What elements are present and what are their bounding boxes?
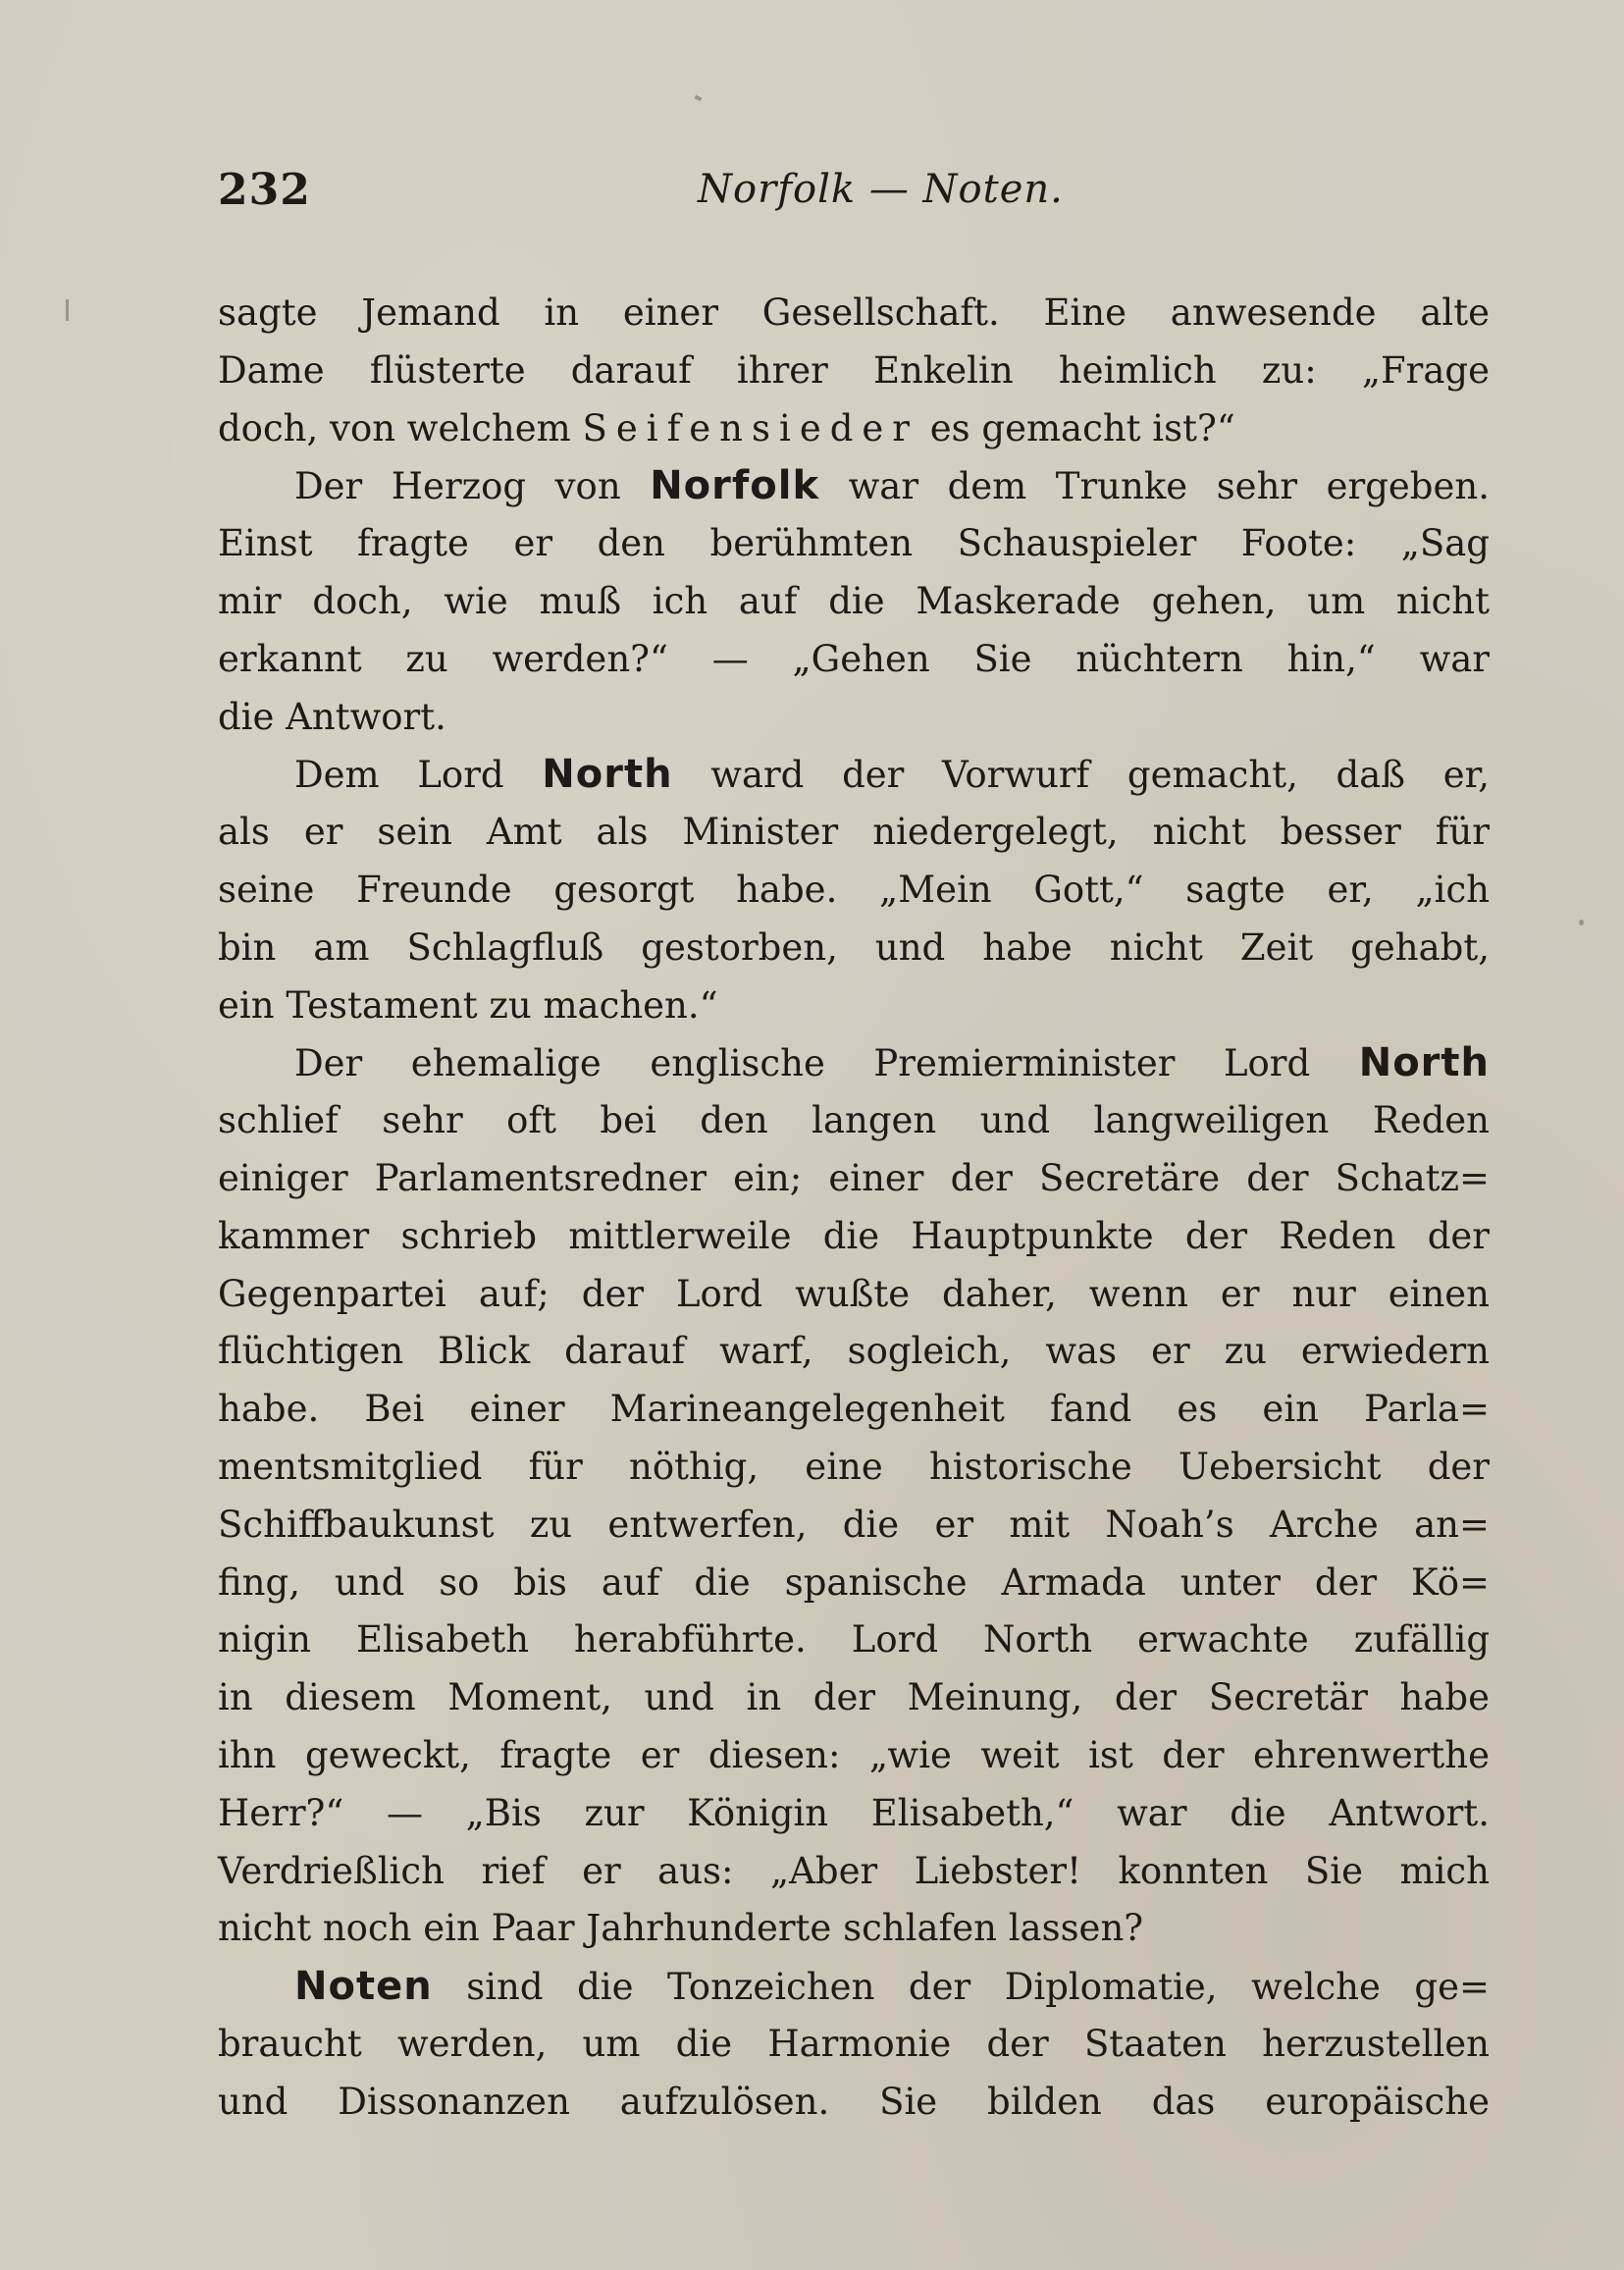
- text-line: [218, 573, 1490, 631]
- text-segment: ein Testament zu machen.“: [218, 983, 718, 1027]
- keyword: Norfolk: [650, 463, 820, 509]
- text-segment: fing, und so bis auf die spanische Armada unter der Kö=: [218, 1560, 1490, 1604]
- text-line: [218, 746, 1490, 804]
- text-segment: ward der Vorwurf gemacht, daß er,: [672, 754, 1490, 797]
- text-segment: seine Freunde gesorgt habe. „Mein Gott,“ sagte er, „ich: [218, 868, 1490, 911]
- text-line: [218, 1900, 1490, 1958]
- text-segment: Der Herzog von: [294, 465, 651, 508]
- text-line: [218, 1958, 1490, 2016]
- text-segment: schlief sehr oft bei den langen und langweiligen Reden: [218, 1099, 1490, 1142]
- text-segment: braucht werden, um die Harmonie der Staaten herzustellen: [218, 2022, 1490, 2065]
- text-segment: als er sein Amt als Minister niedergelegt, nicht besser für: [218, 811, 1490, 854]
- text-line: [218, 2074, 1490, 2132]
- text-segment: mentsmitglied für nöthig, eine historische Uebersicht der: [218, 1445, 1490, 1488]
- text-line: [218, 1208, 1490, 1266]
- text-line: [218, 862, 1490, 920]
- text-line: [218, 457, 1490, 515]
- text-line: [218, 920, 1490, 977]
- text-line: [218, 804, 1490, 862]
- text-line: [218, 1150, 1490, 1208]
- text-segment: es gemacht ist?“: [917, 406, 1235, 449]
- page-header: [218, 165, 1493, 224]
- text-line: [218, 1669, 1490, 1727]
- text-segment: und Dissonanzen aufzulösen. Sie bilden das europäische: [218, 2080, 1490, 2123]
- body-text: [218, 285, 1490, 2132]
- keyword: North: [542, 752, 673, 798]
- text-segment: Verdrießlich rief er aus: „Aber Liebster! konnten Sie mich: [218, 1849, 1490, 1892]
- text-segment: bin am Schlagfluß gestorben, und habe nicht Zeit gehabt,: [218, 925, 1490, 969]
- text-line: [218, 343, 1490, 400]
- text-segment: sind die Tonzeichen der Diplomatie, welche ge=: [432, 1966, 1490, 2009]
- text-segment: Gegenpartei auf; der Lord wußte daher, wenn er nur einen: [218, 1272, 1490, 1315]
- text-segment: kammer schrieb mittlerweile die Hauptpunkte der Reden der: [218, 1214, 1490, 1257]
- text-line: [218, 2016, 1490, 2074]
- keyword: North: [1358, 1040, 1490, 1086]
- text-line: [218, 1843, 1490, 1901]
- text-segment: Der ehemalige englische Premierminister Lord: [294, 1042, 1359, 1085]
- text-line: [218, 1381, 1490, 1439]
- text-segment: erkannt zu werden?“ — „Gehen Sie nüchtern hin,“ war: [218, 637, 1490, 680]
- text-line: [218, 1611, 1490, 1669]
- spaced-word: Seifensieder: [582, 406, 918, 449]
- text-segment: Schiffbaukunst zu entwerfen, die er mit Noah’s Arche an=: [218, 1503, 1490, 1546]
- text-line: [218, 1034, 1490, 1092]
- text-segment: Dame flüsterte darauf ihrer Enkelin heimlich zu: „Frage: [218, 348, 1490, 392]
- text-line: [218, 400, 1490, 458]
- text-segment: habe. Bei einer Marineangelegenheit fand es ein Parla=: [218, 1388, 1490, 1431]
- text-segment: war dem Trunke sehr ergeben.: [819, 465, 1490, 508]
- text-segment: doch, von welchem: [218, 406, 583, 449]
- text-segment: nicht noch ein Paar Jahrhunderte schlafen lassen?: [218, 1907, 1144, 1950]
- page-number: 232: [218, 165, 311, 215]
- text-segment: einiger Parlamentsredner ein; einer der Secretäre der Schatz=: [218, 1156, 1490, 1199]
- text-line: [218, 1323, 1490, 1381]
- text-line: [218, 977, 1490, 1035]
- text-segment: Einst fragte er den berühmten Schauspieler Foote: „Sag: [218, 522, 1490, 565]
- text-line: [218, 631, 1490, 689]
- text-line: [218, 1727, 1490, 1785]
- text-line: [218, 1497, 1490, 1555]
- printing-speck: [694, 95, 702, 102]
- text-line: [218, 1439, 1490, 1497]
- text-segment: mir doch, wie muß ich auf die Maskerade gehen, um nicht: [218, 579, 1490, 622]
- text-segment: die Antwort.: [218, 695, 446, 738]
- printing-speck: [66, 299, 69, 321]
- text-line: [218, 285, 1490, 343]
- text-line: [218, 1785, 1490, 1843]
- text-segment: nigin Elisabeth herabführte. Lord North erwachte zufällig: [218, 1618, 1490, 1662]
- text-line: [218, 1266, 1490, 1324]
- keyword: Noten: [294, 1964, 433, 2010]
- text-segment: ihn geweckt, fragte er diesen: „wie weit ist der ehrenwerthe: [218, 1733, 1490, 1776]
- text-segment: in diesem Moment, und in der Meinung, der Secretär habe: [218, 1676, 1490, 1719]
- text-segment: Herr?“ — „Bis zur Königin Elisabeth,“ war die Antwort.: [218, 1791, 1490, 1834]
- printing-speck: [1579, 920, 1584, 925]
- text-line: [218, 1555, 1490, 1612]
- text-segment: flüchtigen Blick darauf warf, sogleich, was er zu erwiedern: [218, 1330, 1490, 1373]
- text-line: [218, 1092, 1490, 1150]
- running-head: Norfolk — Noten.: [698, 167, 1064, 212]
- text-line: [218, 689, 1490, 747]
- text-segment: sagte Jemand in einer Gesellschaft. Eine anwesende alte: [218, 291, 1490, 334]
- text-segment: Dem Lord: [294, 754, 543, 797]
- text-line: [218, 515, 1490, 573]
